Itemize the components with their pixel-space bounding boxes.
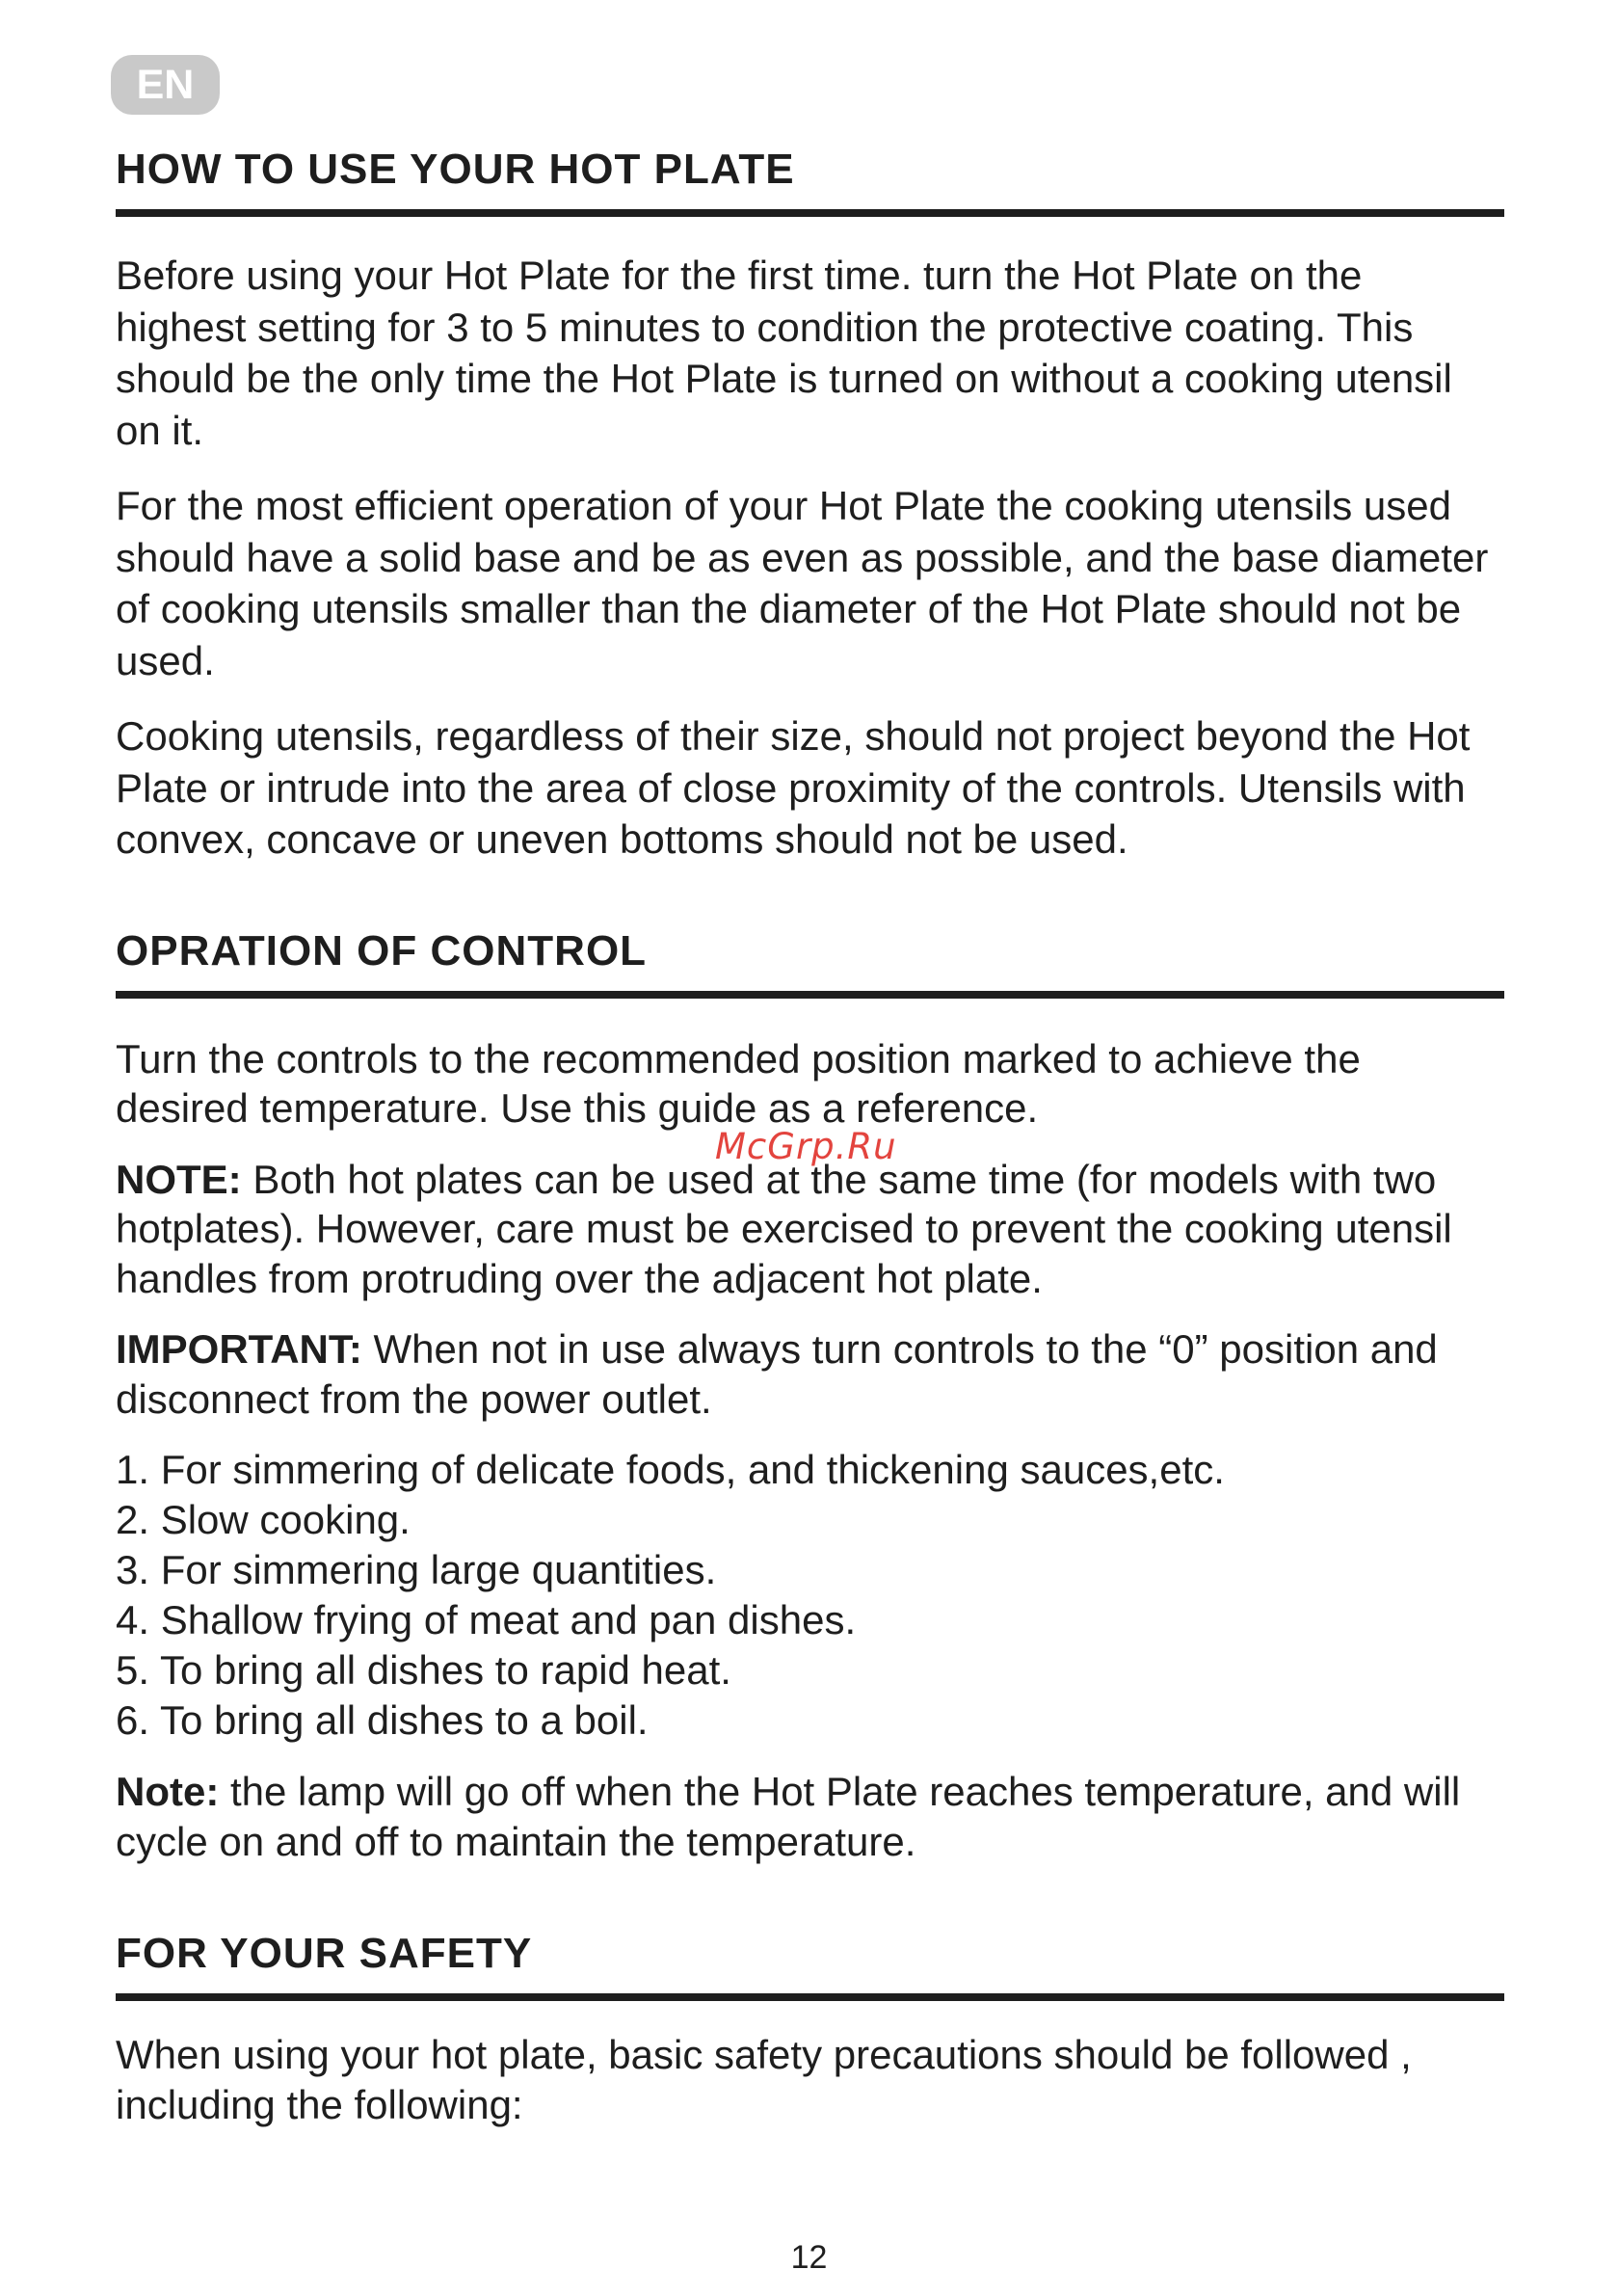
list-item: 4. Shallow frying of meat and pan dishes. [116, 1597, 857, 1642]
note-paragraph [116, 1155, 1503, 1304]
lamp-note-paragraph [116, 1767, 1503, 1866]
list-item: 5. To bring all dishes to rapid heat. [116, 1647, 731, 1693]
note-label: NOTE: [116, 1156, 242, 1202]
paragraph-intro: Turn the controls to the recommended position marked to achieve the desired temperature. Use this guide as a reference. [116, 1035, 1361, 1131]
section-how-to-use [116, 140, 1503, 866]
lamp-note-label: Note: [116, 1769, 220, 1814]
important-label: IMPORTANT: [116, 1326, 362, 1372]
lamp-note-text: the lamp will go off when the Hot Plate reaches temperature, and will cycle on and off to maintain the temperature. [116, 1769, 1461, 1864]
section-divider [116, 1993, 1504, 2001]
section-body [116, 250, 1503, 866]
section-operation-of-control [116, 921, 1503, 1867]
section-divider [116, 209, 1504, 217]
note-text: Both hot plates can be used at the same time (for models with two hotplates). However, care must be exercised to prevent the cooking utensil handles from protruding over the adjacent hot plate. [116, 1156, 1452, 1301]
section-title-operation: OPRATION OF CONTROL [116, 926, 648, 974]
section-body [116, 2030, 1503, 2130]
paragraph-intro: When using your hot plate, basic safety precautions should be followed , including the following: [116, 2032, 1412, 2127]
list-item: 1. For simmering of delicate foods, and thickening sauces,etc. [116, 1447, 1225, 1492]
page-number: 12 [790, 2239, 828, 2276]
important-text: When not in use always turn controls to the “0” position and disconnect from the power outlet. [116, 1326, 1438, 1422]
list-item: 2. Slow cooking. [116, 1497, 411, 1542]
list-item: 6. To bring all dishes to a boil. [116, 1697, 649, 1743]
important-paragraph [116, 1324, 1503, 1424]
language-badge: EN [111, 55, 220, 115]
section-title-how-to-use: HOW TO USE YOUR HOT PLATE [116, 146, 795, 193]
section-for-your-safety [116, 1924, 1503, 2130]
heat-setting-list [116, 1445, 1503, 1746]
list-item: 3. For simmering large quantities. [116, 1547, 717, 1592]
section-title-safety: FOR YOUR SAFETY [116, 1930, 533, 1977]
paragraph: Before using your Hot Plate for the first time. turn the Hot Plate on the highest setting for 3 to 5 minutes to condition the protective coating. This should be the only time the Hot Plate is turned on without a cooking utensil on it. [116, 253, 1452, 453]
paragraph: Cooking utensils, regardless of their size, should not project beyond the Hot Plate or intrude into the area of close proximity of the controls. Utensils with convex, concave or uneven bottoms should not be used. [116, 713, 1471, 862]
paragraph: For the most efficient operation of your Hot Plate the cooking utensils used should have a solid base and be as even as possible, and the base diameter of cooking utensils smaller than the diameter of the Hot Plate should not be used. [116, 483, 1489, 683]
section-divider [116, 991, 1504, 999]
watermark: McGrp.Ru [715, 1126, 897, 1167]
